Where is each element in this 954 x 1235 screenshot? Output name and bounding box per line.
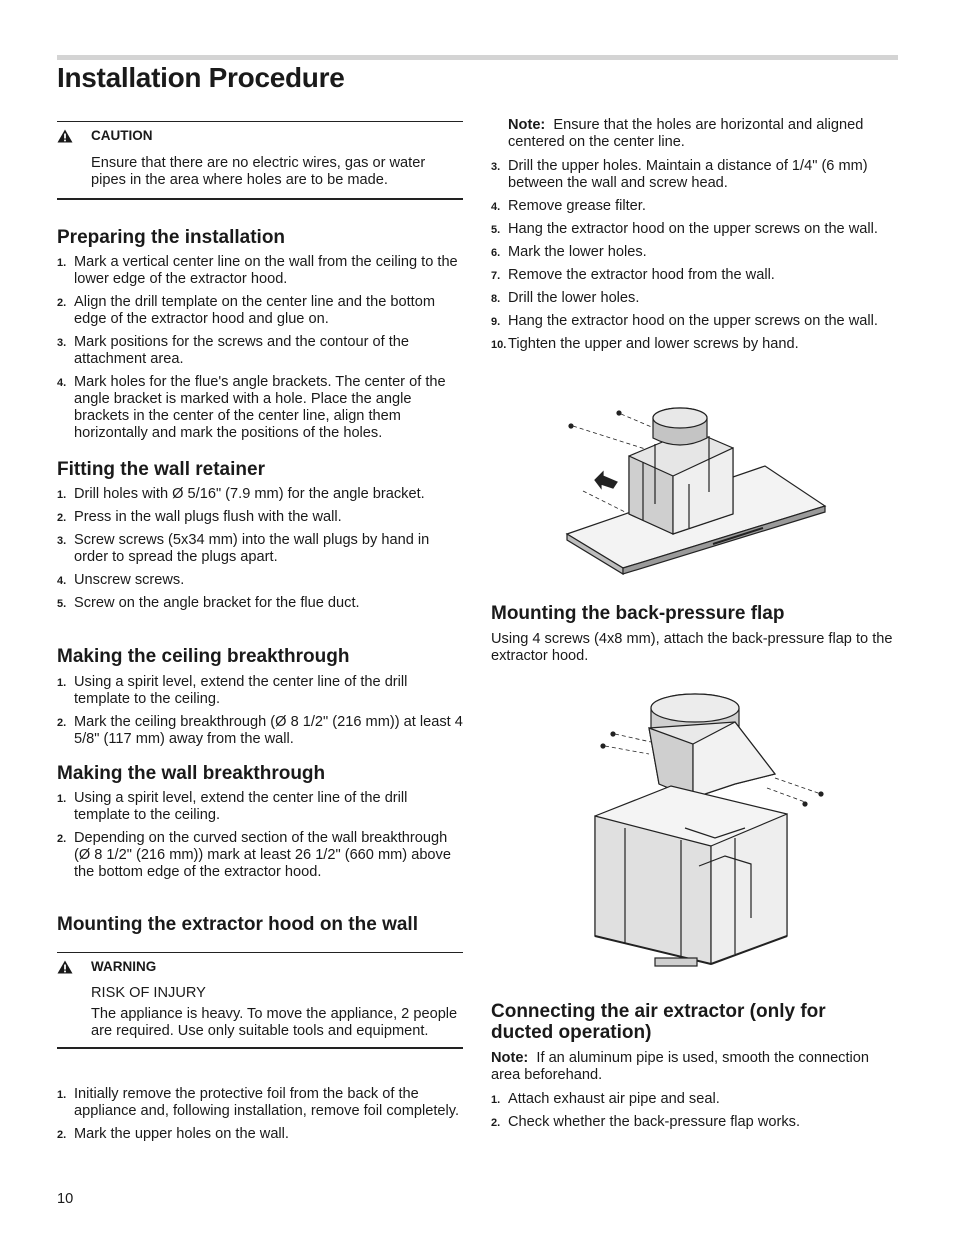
list-item: 1. Using a spirit level, extend the center line of the drill template to the ceiling. bbox=[57, 790, 408, 823]
list-item: 1. Using a spirit level, extend the center line of the drill template to the ceiling. bbox=[57, 674, 408, 707]
list-item: 2. Depending on the curved section of the wall breakthrough (Ø 8 1/2" (216 mm)) mark at least 26 1/2" (660 mm) above the bottom edge of the extractor hood. bbox=[57, 830, 451, 880]
mounting-hood-steps-left bbox=[57, 1086, 463, 1149]
list-item: 3. Screw screws (5x34 mm) into the wall plugs by hand in order to spread the plugs apart. bbox=[57, 532, 430, 565]
wallbreak-heading: Making the wall breakthrough bbox=[57, 763, 326, 784]
fitting-steps bbox=[57, 486, 463, 618]
preparing-heading: Preparing the installation bbox=[57, 227, 286, 248]
mounting-note: Note: Ensure that the holes are horizontal and aligned centered on the center line. bbox=[508, 117, 864, 150]
list-item: 6. Mark the lower holes. bbox=[491, 244, 647, 260]
connecting-steps bbox=[491, 1091, 898, 1137]
warning-box bbox=[57, 952, 463, 1049]
warning-label: WARNING bbox=[91, 959, 157, 974]
page-number: 10 bbox=[57, 1191, 74, 1207]
list-item: 3. Drill the upper holes. Maintain a distance of 1/4" (6 mm) between the wall and screw head. bbox=[491, 158, 868, 191]
list-item: 4. Unscrew screws. bbox=[57, 572, 185, 588]
list-item: 7. Remove the extractor hood from the wall. bbox=[491, 267, 775, 283]
connecting-heading: Connecting the air extractor (only for ducted operation) bbox=[491, 1001, 826, 1043]
wallbreak-steps bbox=[57, 790, 463, 887]
list-item: 1. Mark a vertical center line on the wall from the ceiling to the lower edge of the extractor hood. bbox=[57, 254, 458, 287]
warning-title: RISK OF INJURY bbox=[91, 985, 206, 1001]
list-item: 2. Check whether the back-pressure flap works. bbox=[491, 1114, 801, 1130]
page-title: Installation Procedure bbox=[57, 62, 345, 93]
backflap-illustration bbox=[585, 688, 833, 976]
list-item: 3. Mark positions for the screws and the contour of the attachment area. bbox=[57, 334, 410, 367]
list-item: 5. Screw on the angle bracket for the flue duct. bbox=[57, 595, 360, 611]
connecting-note: Note: If an aluminum pipe is used, smooth the connection area beforehand. bbox=[491, 1050, 870, 1083]
caution-box bbox=[57, 121, 463, 200]
list-item: 4. Mark holes for the flue's angle brackets. The center of the angle bracket is marked with a hole. Place the angle brackets in the center of the center line, align them horizontally and mark the positions of the holes. bbox=[57, 374, 446, 441]
list-item: 2. Mark the ceiling breakthrough (Ø 8 1/2" (216 mm)) at least 4 5/8" (117 mm) away from the wall. bbox=[57, 714, 463, 747]
warning-triangle-icon bbox=[57, 129, 73, 143]
list-item: 4. Remove grease filter. bbox=[491, 198, 646, 214]
list-item: 2. Mark the upper holes on the wall. bbox=[57, 1126, 289, 1142]
mounting-hood-heading: Mounting the extractor hood on the wall bbox=[57, 914, 418, 935]
list-item: 2. Press in the wall plugs flush with the wall. bbox=[57, 509, 342, 525]
list-item: 2. Align the drill template on the center line and the bottom edge of the extractor hood and glue on. bbox=[57, 294, 436, 327]
hood-mounting-illustration bbox=[563, 396, 903, 582]
warning-triangle-icon bbox=[57, 960, 73, 974]
fitting-heading: Fitting the wall retainer bbox=[57, 459, 265, 480]
backflap-text: Using 4 screws (4x8 mm), attach the back-pressure flap to the extractor hood. bbox=[491, 631, 893, 664]
list-item: 1. Drill holes with Ø 5/16" (7.9 mm) for the angle bracket. bbox=[57, 486, 425, 502]
caution-label: CAUTION bbox=[91, 128, 153, 143]
ceiling-steps bbox=[57, 674, 463, 754]
list-item: 8. Drill the lower holes. bbox=[491, 290, 640, 306]
header-rule bbox=[57, 55, 898, 60]
backflap-heading: Mounting the back-pressure flap bbox=[491, 603, 785, 624]
ceiling-heading: Making the ceiling breakthrough bbox=[57, 646, 350, 667]
list-item: 1. Initially remove the protective foil from the back of the appliance and, following installation, remove foil completely. bbox=[57, 1086, 460, 1119]
list-item: 1. Attach exhaust air pipe and seal. bbox=[491, 1091, 720, 1107]
list-item: 9. Hang the extractor hood on the upper screws on the wall. bbox=[491, 313, 878, 329]
preparing-steps bbox=[57, 254, 463, 448]
mounting-hood-steps-right bbox=[491, 158, 898, 359]
caution-text: Ensure that there are no electric wires, gas or water pipes in the area where holes are to be made. bbox=[91, 155, 426, 188]
list-item: 10. Tighten the upper and lower screws by hand. bbox=[491, 336, 799, 352]
warning-text: The appliance is heavy. To move the appliance, 2 people are required. Use only suitable tools and equipment. bbox=[91, 1006, 458, 1039]
list-item: 5. Hang the extractor hood on the upper screws on the wall. bbox=[491, 221, 878, 237]
